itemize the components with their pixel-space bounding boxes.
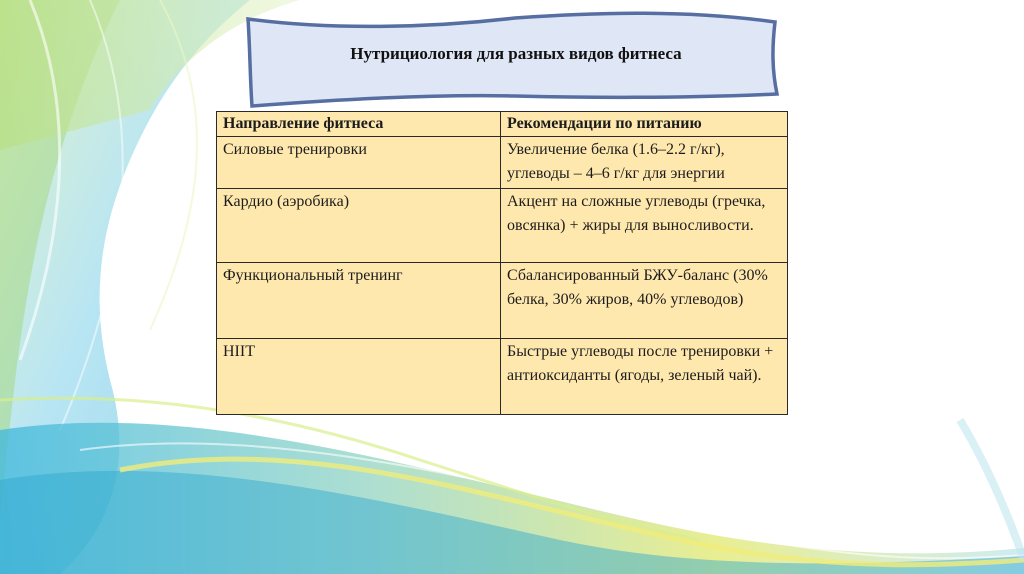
- nutrition-recommendation-cell: Акцент на сложные углеводы (гречка, овсянка) + жиры для выносливости.: [501, 189, 788, 263]
- fitness-direction-cell: Функциональный тренинг: [217, 263, 501, 339]
- table-row: [217, 137, 788, 189]
- column-header-recommendations: Рекомендации по питанию: [501, 112, 788, 137]
- column-header-direction: Направление фитнеса: [217, 112, 501, 137]
- table-row: [217, 263, 788, 339]
- nutrition-recommendation-cell: Быстрые углеводы после тренировки + антиоксиданты (ягоды, зеленый чай).: [501, 339, 788, 415]
- fitness-direction-cell: Кардио (аэробика): [217, 189, 501, 263]
- table-row: [217, 339, 788, 415]
- table-header-row: [217, 112, 788, 137]
- nutrition-recommendation-cell: Увеличение белка (1.6–2.2 г/кг), углеводы – 4–6 г/кг для энергии: [501, 137, 788, 189]
- nutrition-table: [216, 111, 788, 415]
- nutrition-recommendation-cell: Сбалансированный БЖУ-баланс (30% белка, 30% жиров, 40% углеводов): [501, 263, 788, 339]
- fitness-direction-cell: Силовые тренировки: [217, 137, 501, 189]
- slide-title: Нутрициология для разных видов фитнеса: [350, 44, 682, 63]
- fitness-direction-cell: HIIT: [217, 339, 501, 415]
- table-row: [217, 189, 788, 263]
